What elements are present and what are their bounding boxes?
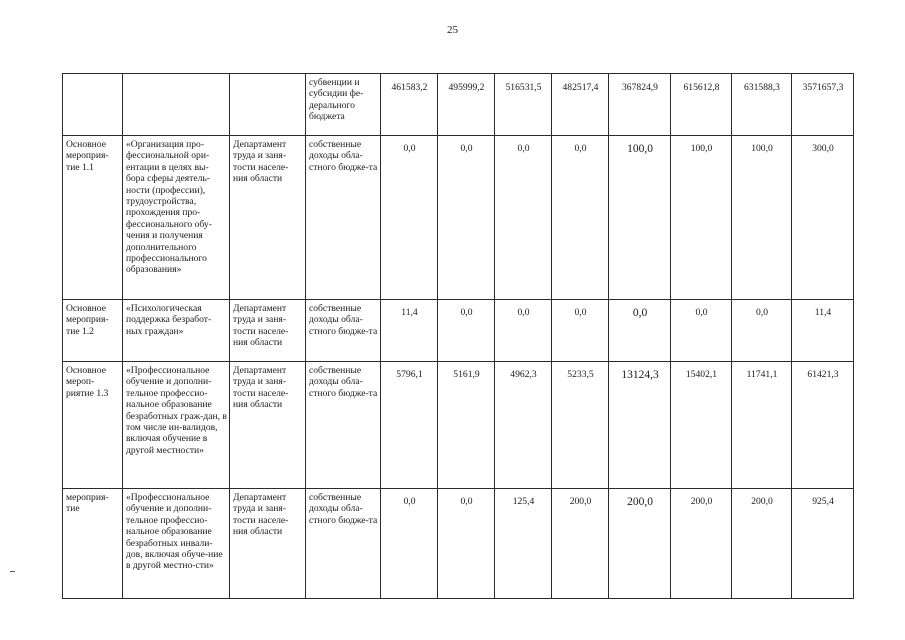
description-cell: «Профессиональное обучение и дополни-тельное профессио-нальное образование безработных инвали-дов, включая обуче-ние в другой местно-сти» [123, 489, 230, 599]
value-cell: 461583,2 [381, 74, 438, 136]
value-cell: 615612,8 [671, 74, 732, 136]
description-cell: «Психологическая поддержка безработ-ных граждан» [123, 300, 230, 362]
funding-source-cell: собственные доходы обла-стного бюдже-та [306, 300, 381, 362]
activity-cell [63, 74, 123, 136]
table-row [63, 74, 854, 136]
value-cell: 631588,3 [732, 74, 792, 136]
value-cell: 200,0 [609, 489, 671, 599]
value-cell: 495999,2 [438, 74, 495, 136]
total-cell: 11,4 [792, 300, 854, 362]
executor-cell: Департамент труда и заня-тости населе-ния области [230, 489, 306, 599]
total-cell: 61421,3 [792, 362, 854, 489]
executor-cell: Департамент труда и заня-тости населе-ния области [230, 300, 306, 362]
value-cell: 0,0 [495, 300, 552, 362]
value-cell: 13124,3 [609, 362, 671, 489]
value-cell: 11,4 [381, 300, 438, 362]
budget-table [62, 73, 854, 599]
total-cell: 925,4 [792, 489, 854, 599]
value-cell: 0,0 [438, 489, 495, 599]
value-cell: 100,0 [732, 136, 792, 300]
executor-cell: Департамент труда и заня-тости населе-ния области [230, 362, 306, 489]
value-cell: 100,0 [609, 136, 671, 300]
funding-source-cell: субвенции и субсидии фе-дерального бюджета [306, 74, 381, 136]
table-row [63, 489, 854, 599]
total-cell: 3571657,3 [792, 74, 854, 136]
value-cell: 200,0 [552, 489, 609, 599]
value-cell: 0,0 [671, 300, 732, 362]
value-cell: 5161,9 [438, 362, 495, 489]
description-cell: «Организация про-фессиональной ори-ентации в целях вы-бора сферы деятель-ности (профессии), трудоустройства, прохождения про-фессионального обу-чения и получения дополнительного профессионального образования» [123, 136, 230, 300]
value-cell: 0,0 [609, 300, 671, 362]
value-cell: 4962,3 [495, 362, 552, 489]
value-cell: 0,0 [381, 489, 438, 599]
executor-cell: Департамент труда и заня-тости населе-ния области [230, 136, 306, 300]
value-cell: 15402,1 [671, 362, 732, 489]
value-cell: 0,0 [381, 136, 438, 300]
total-cell: 300,0 [792, 136, 854, 300]
funding-source-cell: собственные доходы обла-стного бюдже-та [306, 136, 381, 300]
description-cell: «Профессиональное обучение и дополни-тельное профессио-нальное образование безработных граж-дан, в том числе ин-валидов, включая обучение в другой местности» [123, 362, 230, 489]
value-cell: 0,0 [552, 136, 609, 300]
activity-cell: Основное мероприя-тие 1.1 [63, 136, 123, 300]
value-cell: 5796,1 [381, 362, 438, 489]
value-cell: 200,0 [671, 489, 732, 599]
activity-cell: мероприя-тие [63, 489, 123, 599]
page-number: 25 [447, 24, 458, 36]
value-cell: 0,0 [552, 300, 609, 362]
activity-cell: Основное мероприя-тие 1.2 [63, 300, 123, 362]
value-cell: 0,0 [495, 136, 552, 300]
table-row [63, 362, 854, 489]
margin-tick-mark [10, 571, 15, 572]
executor-cell [230, 74, 306, 136]
value-cell: 100,0 [671, 136, 732, 300]
activity-cell: Основное мероп-риятие 1.3 [63, 362, 123, 489]
value-cell: 0,0 [732, 300, 792, 362]
value-cell: 0,0 [438, 136, 495, 300]
table-row [63, 300, 854, 362]
value-cell: 5233,5 [552, 362, 609, 489]
table-row [63, 136, 854, 300]
description-cell [123, 74, 230, 136]
value-cell: 482517,4 [552, 74, 609, 136]
funding-source-cell: собственные доходы обла-стного бюдже-та [306, 489, 381, 599]
value-cell: 200,0 [732, 489, 792, 599]
value-cell: 125,4 [495, 489, 552, 599]
value-cell: 367824,9 [609, 74, 671, 136]
value-cell: 0,0 [438, 300, 495, 362]
value-cell: 11741,1 [732, 362, 792, 489]
funding-source-cell: собственные доходы обла-стного бюдже-та [306, 362, 381, 489]
value-cell: 516531,5 [495, 74, 552, 136]
